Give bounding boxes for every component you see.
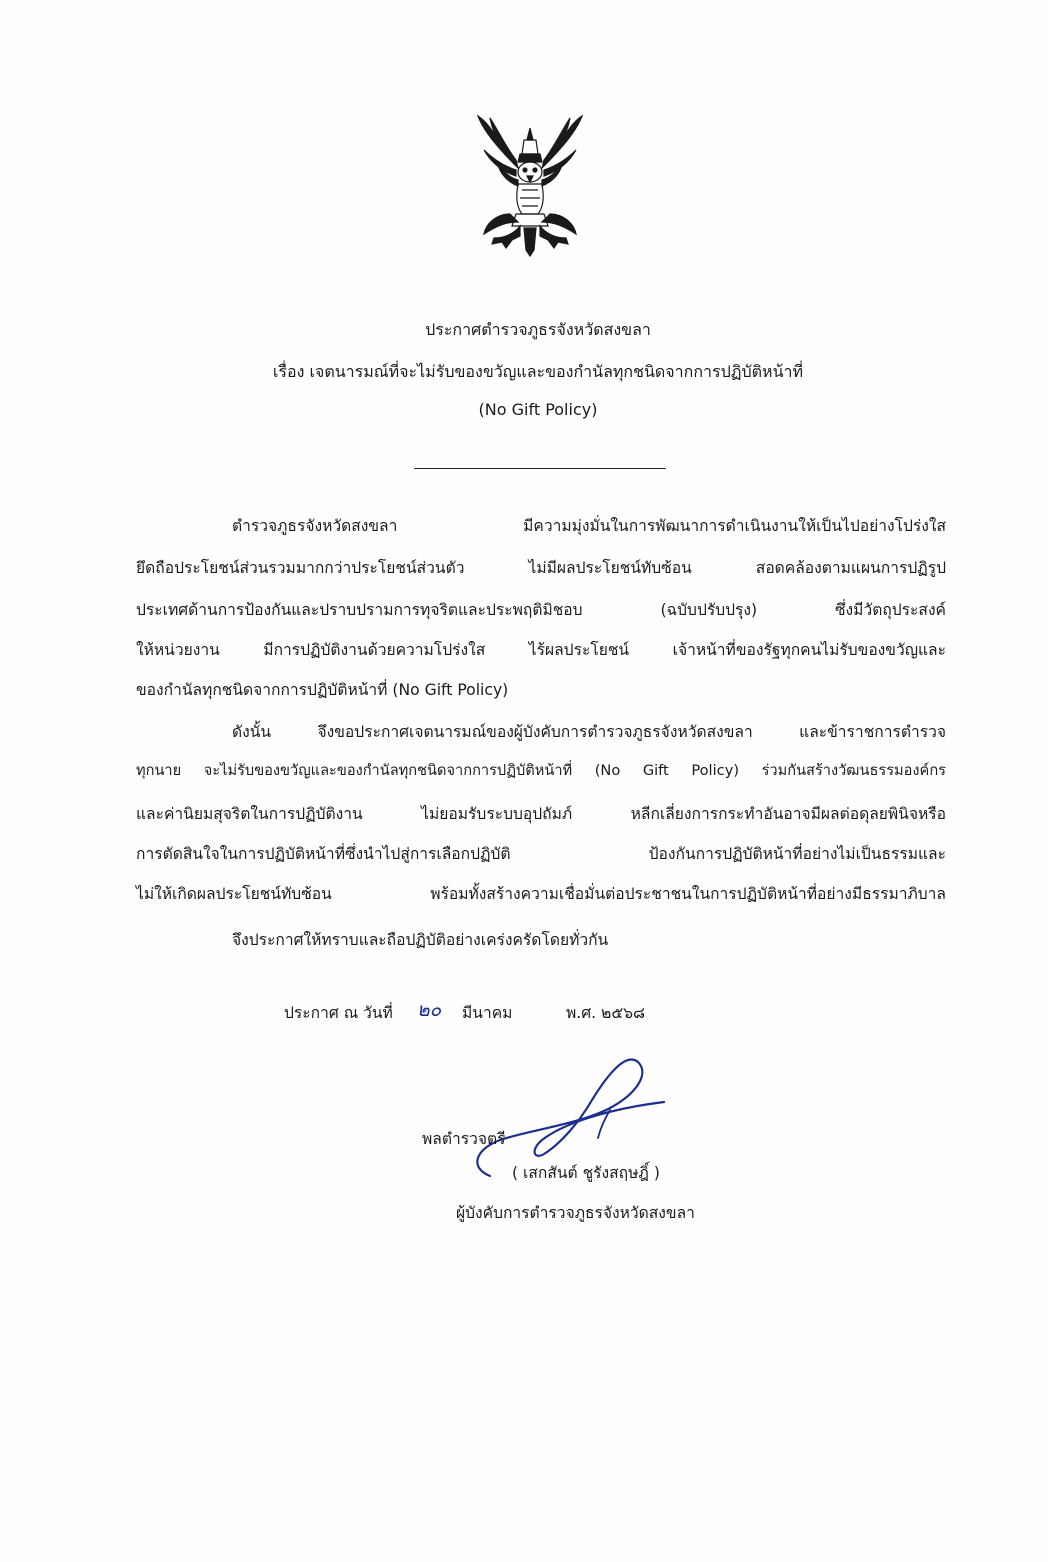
- paragraph-1-line-2: ยึดถือประโยชน์ส่วนรวมมากกว่าประโยชน์ส่วนตัว ไม่มีผลประโยชน์ทับซ้อน สอดคล้องตามแผนการปฏิรูป: [136, 559, 946, 577]
- paragraph-2-line-4: การตัดสินใจในการปฏิบัติหน้าที่ซึ่งนำไปสู่การเลือกปฏิบัติ ป้องกันการปฏิบัติหน้าที่อย่างไม่เป็นธรรมและ: [136, 845, 946, 863]
- paragraph-2-line-2: ทุกนาย จะไม่รับของขวัญและของกำนัลทุกชนิดจากการปฏิบัติหน้าที่ (No Gift Policy) ร่วมกันสร้างวัฒนธรรมองค์กร: [136, 762, 946, 779]
- paragraph-1-line-4: ให้หน่วยงาน มีการปฏิบัติงานด้วยความโปร่งใส ไร้ผลประโยชน์ เจ้าหน้าที่ของรัฐทุกคนไม่รับของขวัญและ: [136, 641, 946, 659]
- paragraph-2-line-3: และค่านิยมสุจริตในการปฏิบัติงาน ไม่ยอมรับระบบอุปถัมภ์ หลีกเลี่ยงการกระทำอันอาจมีผลต่อดุลยพินิจหรือ: [136, 805, 946, 823]
- paragraph-2-line-1: ดังนั้น จึงขอประกาศเจตนารมณ์ของผู้บังคับการตำรวจภูธรจังหวัดสงขลา และข้าราชการตำรวจ: [232, 723, 946, 741]
- paragraph-1-line-3: ประเทศด้านการป้องกันและปราบปรามการทุจริตและประพฤติมิชอบ (ฉบับปรับปรุง) ซึ่งมีวัตถุประสงค์: [136, 601, 946, 619]
- announcement-title: ประกาศตำรวจภูธรจังหวัดสงขลา: [425, 320, 651, 339]
- date-day: ๒๐: [417, 999, 442, 1021]
- garuda-emblem-icon: [470, 110, 590, 260]
- signer-rank: พลตำรวจตรี: [422, 1130, 506, 1148]
- announcement-subtitle: (No Gift Policy): [478, 400, 598, 419]
- paragraph-1-line-1: ตำรวจภูธรจังหวัดสงขลา มีความมุ่งมั่นในการพัฒนาการดำเนินงานให้เป็นไปอย่างโปร่งใส: [232, 517, 946, 535]
- date-month: มีนาคม: [462, 1004, 513, 1022]
- paragraph-1-line-5: ของกำนัลทุกชนิดจากการปฏิบัติหน้าที่ (No Gift Policy): [136, 681, 509, 699]
- announcement-subject: เรื่อง เจตนารมณ์ที่จะไม่รับของขวัญและของกำนัลทุกชนิดจากการปฏิบัติหน้าที่: [272, 362, 804, 381]
- closing-statement: จึงประกาศให้ทราบและถือปฏิบัติอย่างเคร่งครัดโดยทั่วกัน: [232, 931, 609, 949]
- date-prefix: ประกาศ ณ วันที่: [284, 1004, 393, 1022]
- paragraph-2-line-5: ไม่ให้เกิดผลประโยชน์ทับซ้อน พร้อมทั้งสร้างความเชื่อมั่นต่อประชาชนในการปฏิบัติหน้าที่อย่างมีธรรมาภิบาล: [136, 885, 946, 903]
- signer-position: ผู้บังคับการตำรวจภูธรจังหวัดสงขลา: [456, 1204, 695, 1222]
- title-divider: [414, 468, 666, 469]
- signer-name: ( เสกสันต์ ชูรังสฤษฎิ์ ): [512, 1164, 660, 1182]
- date-year: พ.ศ. ๒๕๖๘: [566, 1004, 646, 1022]
